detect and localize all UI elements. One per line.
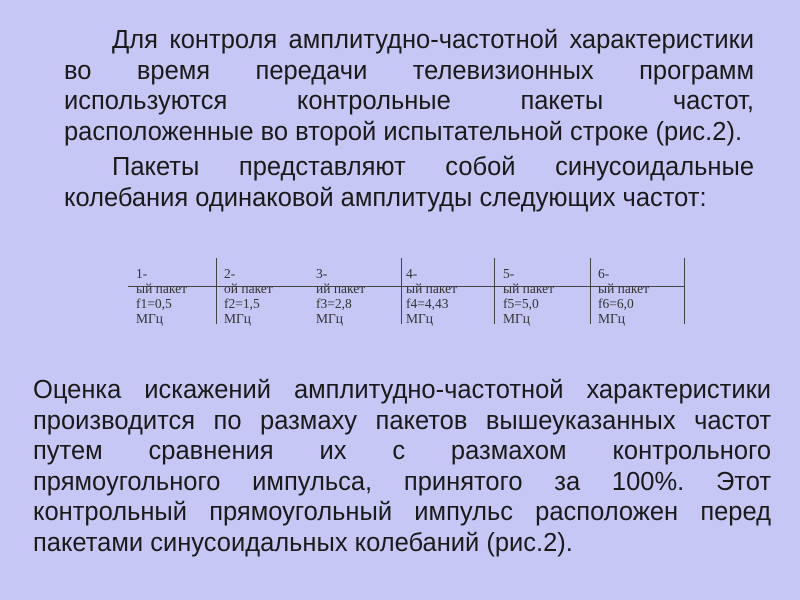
paragraph3-text: Оценка искажений амплитудно-частотной характеристики производится по размаху пакетов вышеуказанных частот путем сравнения их с размахом контрольного прямоугольного импульса, принятого за 100%. Этот контрольный прямоугольный импульс расположен перед пакетами синусоидальных колебаний (рис.2).: [33, 376, 771, 557]
column-divider: [494, 258, 495, 324]
packet-label: ый пакет: [598, 281, 650, 296]
packet-label: ый пакет: [136, 281, 188, 296]
column-divider: [216, 258, 217, 324]
paragraph-control-packets: [64, 25, 754, 147]
packet-number: 2-: [224, 266, 236, 281]
column-divider: [590, 258, 591, 324]
paragraph1-text: Для контроля амплитудно-частотной характеристики во время передачи телевизионных программ используются контрольные пакеты частот, расположенные во второй испытательной строке (рис.2).: [64, 26, 754, 146]
packet-frequency: f5=5,0: [503, 296, 539, 311]
packet-frequency: f2=1,5: [224, 296, 260, 311]
column-divider: [401, 258, 402, 324]
packet-number: 6-: [598, 266, 610, 281]
packet-frequency: f4=4,43: [406, 296, 449, 311]
packet-cell-5: [503, 266, 554, 326]
packet-cell-3: [316, 266, 365, 326]
packet-unit: МГц: [598, 311, 626, 326]
packet-unit: МГц: [136, 311, 164, 326]
packet-number: 4-: [406, 266, 418, 281]
packet-number: 3-: [316, 266, 328, 281]
packet-cell-2: [224, 266, 273, 326]
packet-label: ый пакет: [406, 281, 458, 296]
packet-label: ый пакет: [503, 281, 555, 296]
packet-label: ий пакет: [316, 281, 366, 296]
packet-unit: МГц: [224, 311, 252, 326]
packet-frequency: f3=2,8: [316, 296, 352, 311]
packet-frequency-table: [128, 258, 685, 324]
packet-number: 5-: [503, 266, 515, 281]
packet-unit: МГц: [316, 311, 344, 326]
paragraph2-text: Пакеты представляют собой синусоидальные колебания одинаковой амплитуды следующих частот:: [64, 153, 754, 212]
paragraph-packets-description: [64, 152, 754, 213]
packet-unit: МГц: [406, 311, 434, 326]
packet-cell-4: [406, 266, 457, 326]
column-divider: [684, 258, 685, 324]
packet-frequency: f6=6,0: [598, 296, 634, 311]
packet-label: ой пакет: [224, 281, 273, 296]
packet-cell-6: [598, 266, 649, 326]
paragraph-distortion-assessment: [33, 375, 771, 558]
packet-cell-1: [136, 266, 187, 326]
packet-unit: МГц: [503, 311, 531, 326]
packet-frequency: f1=0,5: [136, 296, 172, 311]
packet-number: 1-: [136, 266, 148, 281]
